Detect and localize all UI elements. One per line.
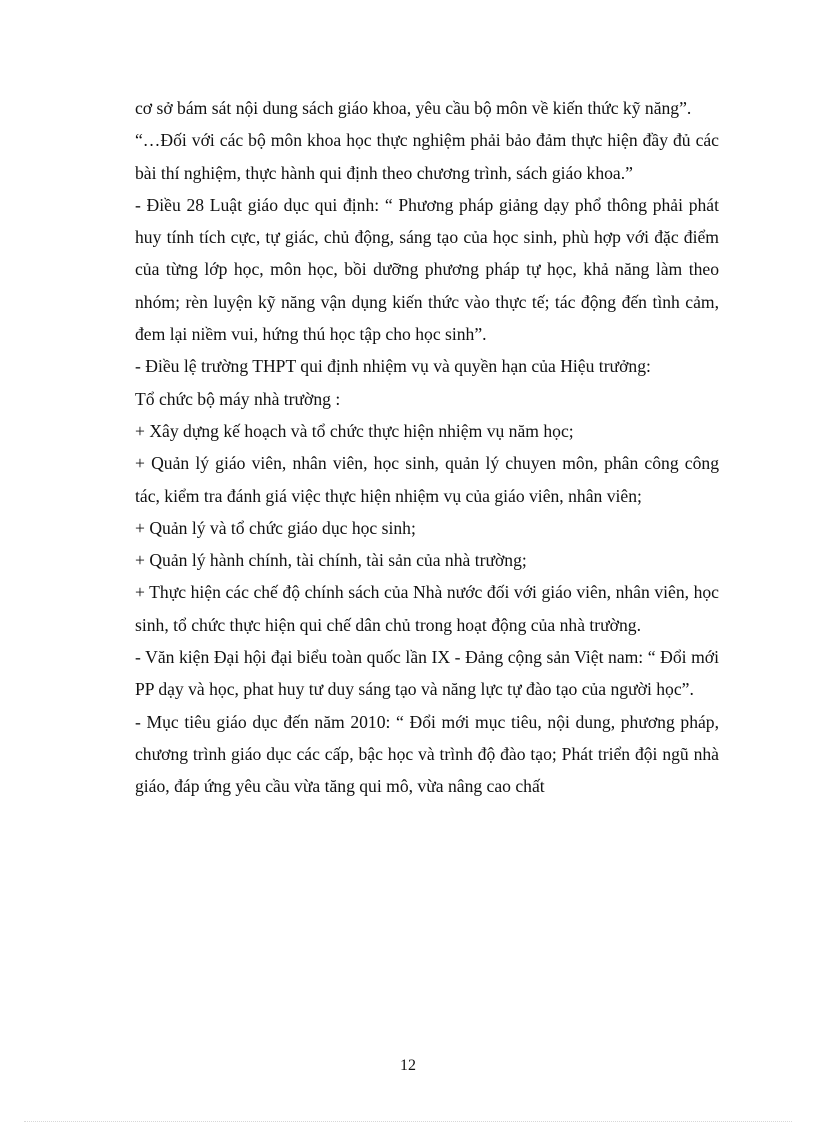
paragraph-12: - Mục tiêu giáo dục đến năm 2010: “ Đổi mới mục tiêu, nội dung, phương pháp, chương trình giáo dục các cấp, bậc học và trình độ đào tạo; Phát triển đội ngũ nhà giáo, đáp ứng yêu cầu vừa tăng qui mô, vừa nâng cao chất <box>135 711 719 797</box>
paragraph-4: - Điều lệ trường THPT qui định nhiệm vụ và quyền hạn của Hiệu trưởng: <box>135 356 651 377</box>
paragraph-8: + Quản lý và tổ chức giáo dục học sinh; <box>135 517 416 538</box>
paragraph-5: Tổ chức bộ máy nhà trường : <box>135 388 341 409</box>
paragraph-2: “…Đối với các bộ môn khoa học thực nghiệm phải bảo đảm thực hiện đầy đủ các bài thí nghiệm, thực hành qui định theo chương trình, sách giáo khoa.” <box>135 130 719 183</box>
paragraph-3: - Điều 28 Luật giáo dục qui định: “ Phương pháp giảng dạy phổ thông phải phát huy tính tích cực, tự giác, chủ động, sáng tạo của học sinh, phù hợp với đặc điểm của từng lớp học, môn học, bồi dưỡng phương pháp tự học, khả năng làm theo nhóm; rèn luyện kỹ năng vận dụng kiến thức vào thực tế; tác động đến tình cảm, đem lại niềm vui, hứng thú học tập cho học sinh”. <box>135 194 719 345</box>
paragraph-11: - Văn kiện Đại hội đại biểu toàn quốc lần IX - Đảng cộng sản Việt nam: “ Đổi mới PP dạy và học, phat huy tư duy sáng tạo và năng lực tự đào tạo của người học”. <box>135 647 719 700</box>
paragraph-6: + Xây dựng kế hoạch và tổ chức thực hiện nhiệm vụ năm học; <box>135 420 574 441</box>
paragraph-9: + Quản lý hành chính, tài chính, tài sản của nhà trường; <box>135 550 527 571</box>
paragraph-7: + Quản lý giáo viên, nhân viên, học sinh, quản lý chuyen môn, phân công công tác, kiểm tra đánh giá việc thực hiện nhiệm vụ của giáo viên, nhân viên; <box>135 453 719 506</box>
paragraph-1: cơ sở bám sát nội dung sách giáo khoa, yêu cầu bộ môn về kiến thức kỹ năng”. <box>135 98 692 118</box>
page-number: 12 <box>400 1057 416 1074</box>
page-bottom-divider <box>24 1121 792 1122</box>
paragraph-10: + Thực hiện các chế độ chính sách của Nhà nước đối với giáo viên, nhân viên, học sinh, tổ chức thực hiện qui chế dân chủ trong hoạt động của nhà trường. <box>135 582 719 635</box>
body-text <box>135 92 719 803</box>
